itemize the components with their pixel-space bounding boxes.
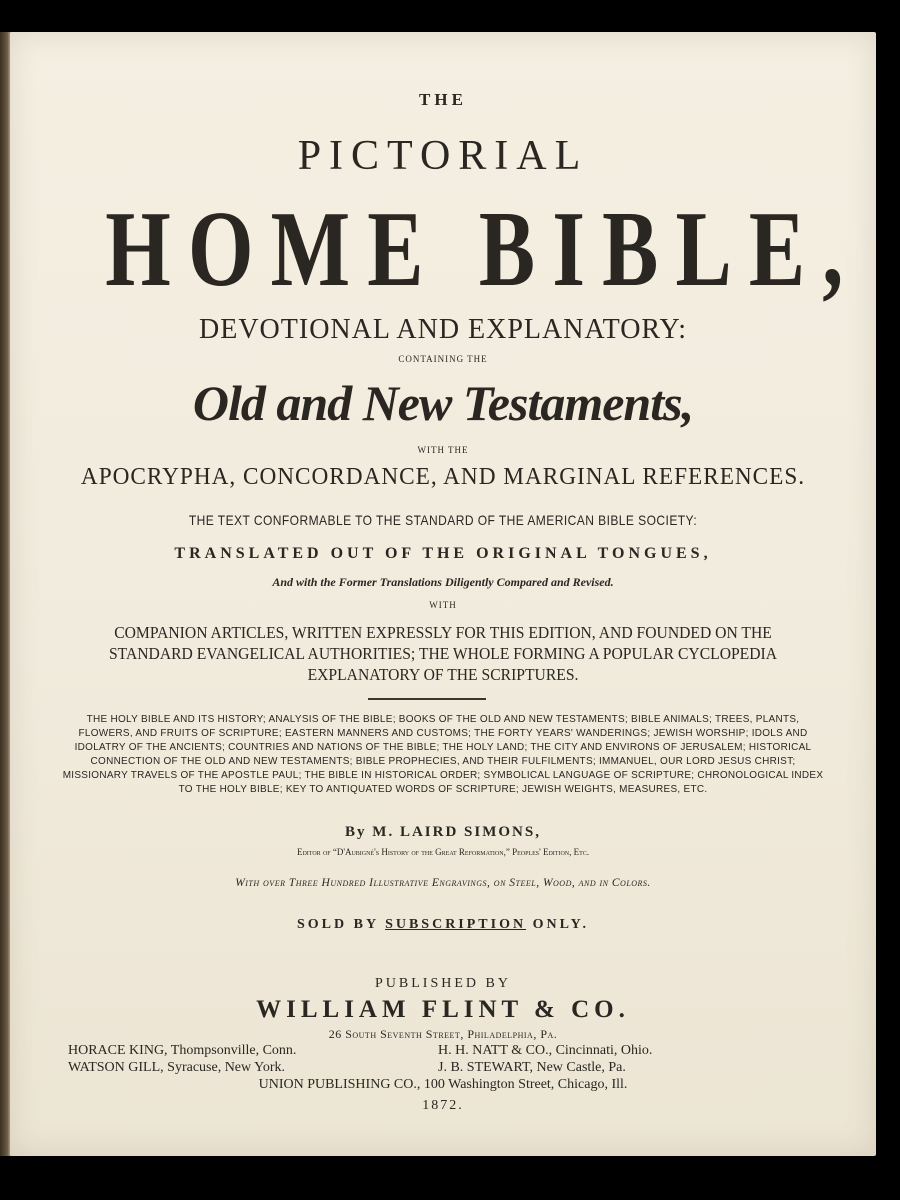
editor-credit: Editor of “D'Aubigné's History of the Great Reformation,” Peoples' Edition, Etc. <box>296 847 590 857</box>
with-the: WITH THE <box>417 445 469 455</box>
publisher-address: 26 South Seventh Street, Philadelphia, Pa. <box>328 1027 558 1041</box>
author-line: By M. LAIRD SIMONS, <box>345 824 541 840</box>
former-translations-line: And with the Former Translations Diligently Compared and Revised. <box>272 575 614 589</box>
text-conformable-line: THE TEXT CONFORMABLE TO THE STANDARD OF THE AMERICAN BIBLE SOCIETY: <box>188 512 698 528</box>
title-article: THE <box>419 90 467 109</box>
union-publishing-line: UNION PUBLISHING CO., 100 Washington Street, Chicago, Ill. <box>258 1077 628 1092</box>
sold-by-prefix: SOLD BY <box>297 917 386 932</box>
agent-watson-gill: WATSON GILL, Syracuse, New York. <box>68 1060 285 1075</box>
containing-the: CONTAINING THE <box>398 354 488 364</box>
divider-rule <box>368 698 486 700</box>
agent-stewart: J. B. STEWART, New Castle, Pa. <box>438 1060 626 1075</box>
publisher-name: WILLIAM FLINT & CO. <box>256 996 630 1023</box>
publication-year: 1872. <box>422 1098 464 1113</box>
sold-by-subscription <box>10 917 876 933</box>
agents-list <box>68 1042 788 1076</box>
published-by: PUBLISHED BY <box>375 976 511 991</box>
title-page <box>10 32 876 1156</box>
translated-line: TRANSLATED OUT OF THE ORIGINAL TONGUES, <box>174 545 712 562</box>
title-pictorial: PICTORIAL <box>297 133 589 179</box>
sold-only-suffix: ONLY. <box>526 917 589 932</box>
sold-subscription-word: SUBSCRIPTION <box>385 917 527 932</box>
testaments-heading: Old and New Testaments, <box>192 375 694 431</box>
agent-horace-king: HORACE KING, Thompsonville, Conn. <box>68 1043 297 1058</box>
apocrypha-line: APOCRYPHA, CONCORDANCE, AND MARGINAL REFERENCES. <box>80 464 806 490</box>
with-label: WITH <box>429 600 457 610</box>
contents-paragraph: THE HOLY BIBLE AND ITS HISTORY; ANALYSIS OF THE BIBLE; BOOKS OF THE OLD AND NEW TESTAMENTS; BIBLE ANIMALS; TREES, PLANTS, FLOWERS, AND FRUITS OF SCRIPTURE; EASTERN MANNERS AND CUSTOMS; THE FORTY YEARS' WANDERINGS; JEWISH WORSHIP; IDOLS AND IDOLATRY OF THE ANCIENTS; COUNTRIES AND NATIONS OF THE BIBLE; THE HOLY LAND; THE CITY AND ENVIRONS OF JERUSALEM; HISTORICAL CONNECTION OF THE OLD AND NEW TESTAMENTS; BIBLE PROPHECIES, AND THEIR FULFILMENTS; IMMANUEL, OUR LORD JESUS CHRIST; MISSIONARY TRAVELS OF THE APOSTLE PAUL; THE BIBLE IN HISTORICAL ORDER; SYMBOLICAL LANGUAGE OF SCRIPTURE; CHRONOLOGICAL INDEX TO THE HOLY BIBLE; KEY TO ANTIQUATED WORDS OF SCRIPTURE; JEWISH WEIGHTS, MEASURES, ETC. <box>62 713 824 795</box>
illustrations-line: With over Three Hundred Illustrative Engravings, on Steel, Wood, and in Colors. <box>235 877 651 889</box>
companion-articles-paragraph: COMPANION ARTICLES, WRITTEN EXPRESSLY FOR THIS EDITION, AND FOUNDED ON THE STANDARD EVANGELICAL AUTHORITIES; THE WHOLE FORMING A POPULAR CYCLOPEDIA EXPLANATORY OF THE SCRIPTURES. <box>108 623 778 684</box>
agent-natt: H. H. NATT & CO., Cincinnati, Ohio. <box>438 1043 653 1058</box>
subtitle-devotional: DEVOTIONAL AND EXPLANATORY: <box>199 314 687 345</box>
title-home-bible: HOME BIBLE, <box>105 190 861 309</box>
